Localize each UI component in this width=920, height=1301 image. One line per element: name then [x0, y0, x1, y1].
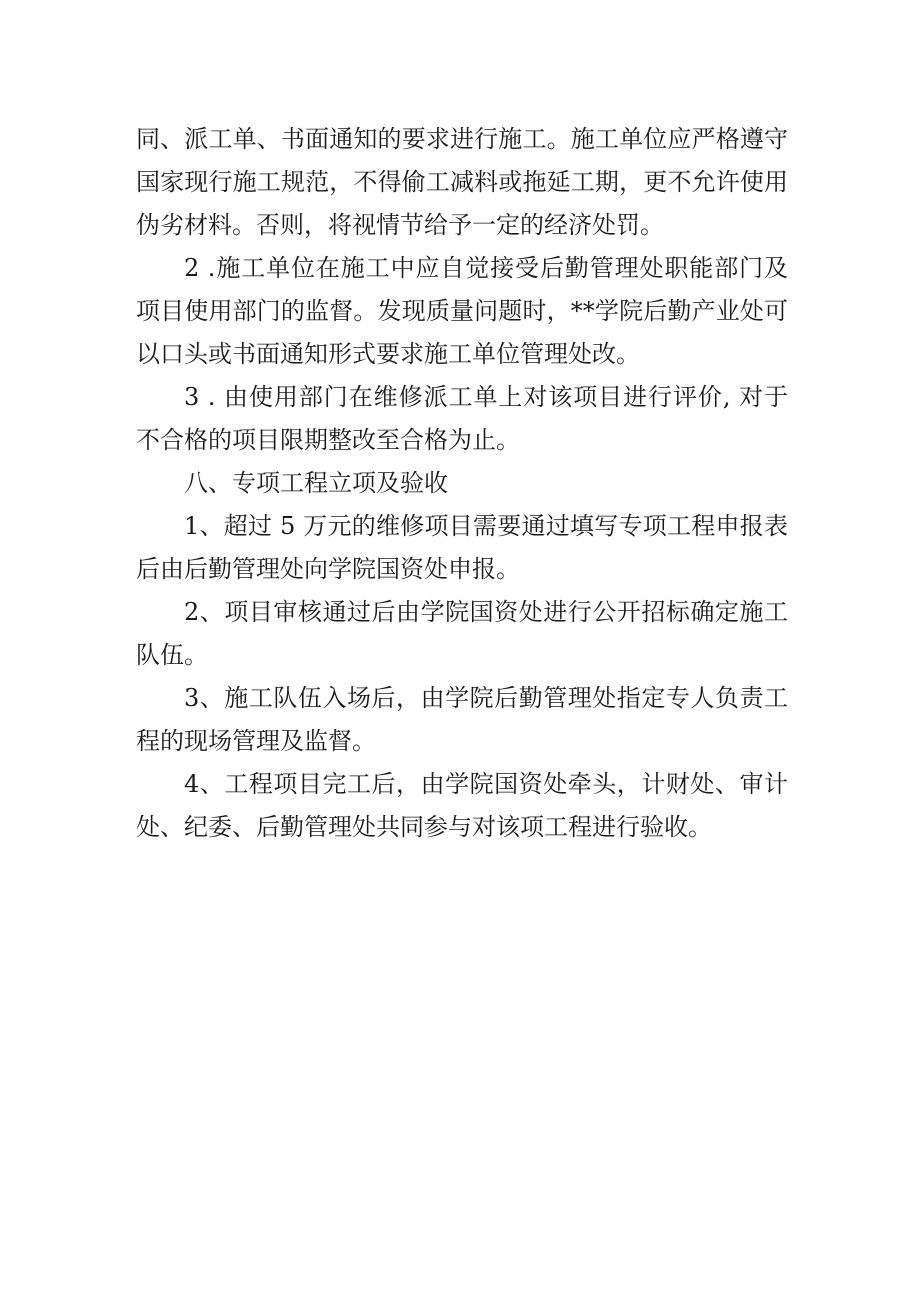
- paragraph-item-3: 3 . 由使用部门在维修派工单上对该项目进行评价, 对于不合格的项目限期整改至合格为止。: [136, 383, 788, 454]
- document-body: [136, 118, 788, 849]
- paragraph-section8-item-4: 4、工程项目完工后，由学院国资处牵头，计财处、审计处、纪委、后勤管理处共同参与对该项工程进行验收。: [136, 770, 788, 841]
- section-heading-8: 八、专项工程立项及验收: [184, 469, 448, 497]
- paragraph-section8-item-1: 1、超过 5 万元的维修项目需要通过填写专项工程申报表后由后勤管理处向学院国资处申报。: [136, 512, 788, 583]
- paragraph-continuation: 同、派工单、书面通知的要求进行施工。施工单位应严格遵守国家现行施工规范，不得偷工减料或拖延工期，更不允许使用伪劣材料。否则，将视情节给予一定的经济处罚。: [136, 125, 788, 239]
- paragraph-section8-item-3: 3、施工队伍入场后，由学院后勤管理处指定专人负责工程的现场管理及监督。: [136, 684, 788, 755]
- paragraph-section8-item-2: 2、项目审核通过后由学院国资处进行公开招标确定施工队伍。: [136, 598, 788, 669]
- paragraph-item-2: 2 .施工单位在施工中应自觉接受后勤管理处职能部门及项目使用部门的监督。发现质量问题时，**学院后勤产业处可以口头或书面通知形式要求施工单位管理处改。: [136, 254, 788, 368]
